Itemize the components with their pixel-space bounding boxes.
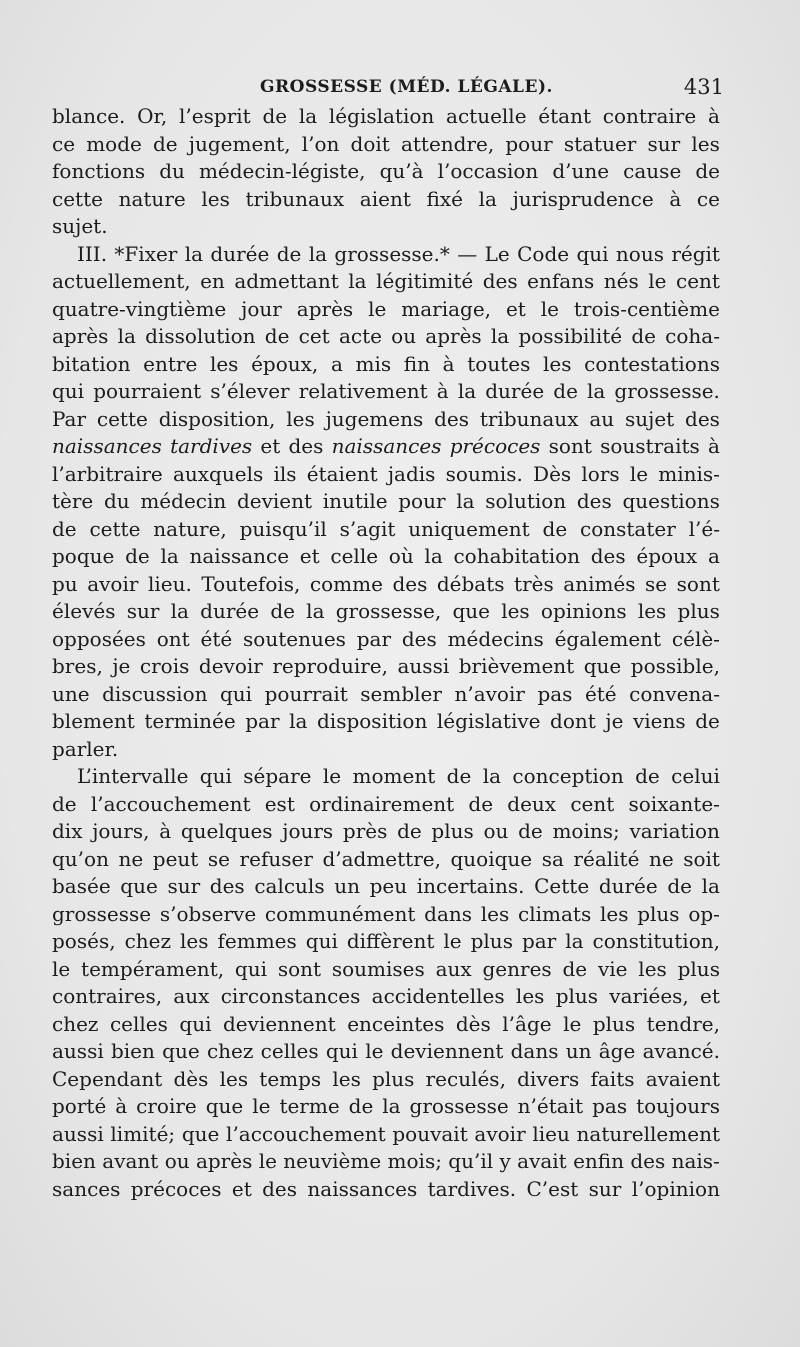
running-head: GROSSESSE (MÉD. LÉGALE).: [260, 77, 553, 97]
text-line: quatre-vingtième jour après le mariage, et le trois-centième: [52, 296, 720, 321]
text-line: qui pourraient s’élever relativement à la durée de la grossesse.: [52, 379, 720, 403]
text-line: de l’accouchement est ordinairement de deux cent soixante-: [52, 791, 720, 816]
text-line: bres, je crois devoir reproduire, aussi brièvement que possible,: [52, 654, 720, 678]
text-line: une discussion qui pourrait sembler n’avoir pas été convena-: [52, 681, 720, 706]
text-line: parler.: [52, 736, 119, 761]
text-line: sances précoces et des naissances tardives. C’est sur l’opinion: [52, 1176, 720, 1201]
text-line: actuellement, en admettant la légitimité des enfans nés le cent: [52, 269, 720, 293]
page-number: 431: [683, 75, 724, 99]
text-line: blement terminée par la disposition législative dont je viens de: [52, 709, 720, 733]
text-line: basée que sur des calculs un peu incertains. Cette durée de la: [52, 874, 720, 898]
text-line: qu’on ne peut se refuser d’admettre, quoique sa réalité ne soit: [52, 846, 720, 871]
text-line: après la dissolution de cet acte ou après la possibilité de coha-: [52, 324, 720, 348]
text-line: fonctions du médecin-légiste, qu’à l’occasion d’une cause de: [52, 159, 720, 183]
text-line: cette nature les tribunaux aient fixé la jurisprudence à ce: [52, 186, 720, 211]
text-line: naissances tardives et des naissances précoces sont soustraits à: [52, 434, 720, 458]
text-line: contraires, aux circonstances accidentelles les plus variées, et: [52, 984, 720, 1008]
text-line: III. *Fixer la durée de la grossesse.* — Le Code qui nous régit: [77, 241, 720, 266]
text-line: le tempérament, qui sont soumises aux genres de vie les plus: [52, 956, 720, 981]
text-line: blance. Or, l’esprit de la législation actuelle étant contraire à: [52, 104, 720, 128]
text-line: posés, chez les femmes qui diffèrent le plus par la constitution,: [52, 929, 720, 953]
text-line: porté à croire que le terme de la grossesse n’était pas toujours: [52, 1094, 720, 1118]
text-line: bitation entre les époux, a mis fin à toutes les contestations: [52, 351, 720, 376]
text-line: de cette nature, puisqu’il s’agit uniquement de constater l’é-: [52, 516, 720, 541]
text-line: grossesse s’observe communément dans les climats les plus op-: [52, 901, 720, 926]
text-line: Par cette disposition, les jugemens des tribunaux au sujet des: [52, 406, 720, 431]
text-line: aussi limité; que l’accouchement pouvait avoir lieu naturellement: [52, 1121, 720, 1146]
text-line: l’arbitraire auxquels ils étaient jadis soumis. Dès lors le minis-: [52, 461, 720, 486]
text-line: poque de la naissance et celle où la cohabitation des époux a: [52, 544, 720, 568]
text-line: chez celles qui deviennent enceintes dès l’âge le plus tendre,: [52, 1011, 720, 1036]
text-line: aussi bien que chez celles qui le deviennent dans un âge avancé.: [52, 1039, 720, 1063]
text-line: L’intervalle qui sépare le moment de la conception de celui: [77, 764, 720, 788]
text-line: élevés sur la durée de la grossesse, que les opinions les plus: [52, 599, 720, 623]
text-line: dix jours, à quelques jours près de plus ou de moins; variation: [52, 819, 720, 843]
body-text: [52, 103, 720, 1203]
text-line: pu avoir lieu. Toutefois, comme des débats très animés se sont: [52, 571, 720, 596]
text-line: opposées ont été soutenues par des médecins également célè-: [52, 626, 720, 651]
text-line: Cependant dès les temps les plus reculés, divers faits avaient: [52, 1066, 720, 1091]
page-header: [52, 72, 728, 102]
text-line: tère du médecin devient inutile pour la solution des questions: [52, 489, 720, 513]
text-line: sujet.: [52, 214, 108, 238]
text-line: bien avant ou après le neuvième mois; qu’il y avait enfin des nais-: [52, 1149, 720, 1173]
text-line: ce mode de jugement, l’on doit attendre, pour statuer sur les: [52, 131, 720, 156]
